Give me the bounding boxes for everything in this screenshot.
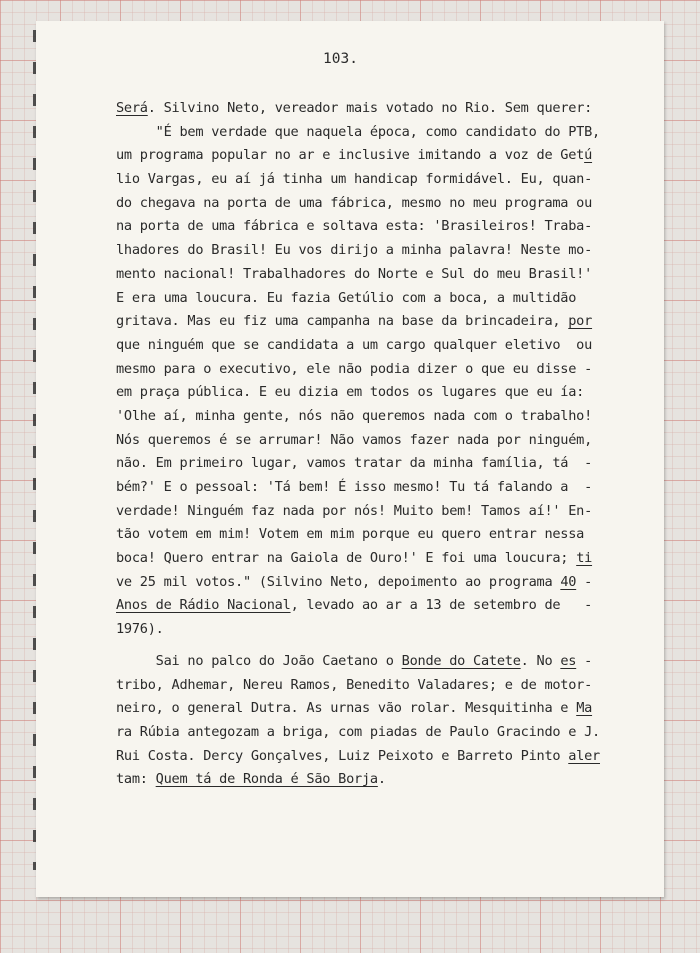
page-number: 103. [323,51,358,67]
text-line [116,476,600,500]
text-line [116,405,600,429]
text-segment: do chegava na porta de uma fábrica, mesmo no meu programa ou [116,194,593,211]
text-line [116,144,600,168]
text-segment: "É bem verdade que naquela época, como candidato do PTB, [116,123,600,140]
text-segment: verdade! Ninguém faz nada por nós! Muito bem! Tamos aí!' En- [116,502,593,519]
text-segment: em praça pública. E eu dizia em todos os lugares que eu ía: [116,384,585,401]
text-segment: boca! Quero entrar na Gaiola de Ouro!' E foi uma loucura; [116,550,577,567]
text-segment: 'Olhe aí, minha gente, nós não queremos nada com o trabalho! [116,407,593,424]
text-segment: Sai no palco do João Caetano o [116,652,402,669]
text-segment: tribo, Adhemar, Nereu Ramos, Benedito Valadares; e de motor- [116,676,593,693]
text-line [116,721,600,745]
underlined-text: Será [116,100,148,116]
text-line [116,523,600,547]
text-segment: tão votem em mim! Votem em mim porque eu quero entrar nessa [116,526,585,543]
text-line [116,263,600,287]
text-segment: . Silvino Neto, vereador mais votado no Rio. Sem querer: [147,100,593,116]
text-line [116,768,600,792]
text-line [116,97,600,121]
underlined-text: ti [576,550,593,567]
text-line [116,745,600,769]
text-line [116,287,600,311]
text-line [116,618,600,642]
text-segment: gritava. Mas eu fiz uma campanha na base da brincadeira, [116,313,569,330]
text-line [116,547,600,571]
text-line [116,571,600,595]
underlined-text: por [568,313,593,330]
underlined-text: Quem tá de Ronda é São Borja [155,771,378,788]
text-line [116,650,600,674]
text-segment: lio Vargas, eu aí já tinha um handicap formidável. Eu, quan- [116,171,593,188]
text-line [116,215,600,239]
text-segment: mento nacional! Trabalhadores do Norte e Sul do meu Brasil!' [116,265,593,282]
underlined-text: aler [568,747,600,764]
text-segment: mesmo para o executivo, ele não podia dizer o que eu disse - [116,360,593,377]
text-segment: Rui Costa. Dercy Gonçalves, Luiz Peixoto e Barreto Pinto [116,747,569,764]
text-line [116,594,600,618]
text-segment: Nós queremos é se arrumar! Não vamos fazer nada por ninguém, [116,431,593,448]
text-segment: neiro, o general Dutra. As urnas vão rolar. Mesquitinha e [116,700,577,717]
text-line [116,239,600,263]
paragraph-gap [116,642,600,650]
text-segment: um programa popular no ar e inclusive imitando a voz de Get [116,147,585,164]
underlined-text: es [560,652,577,669]
text-segment: , levado ao ar a 13 de setembro de - [290,597,593,614]
text-line [116,429,600,453]
typewritten-page [36,21,664,897]
text-segment: ve 25 mil votos." (Silvino Neto, depoimento ao programa [116,573,561,590]
text-line [116,168,600,192]
text-line [116,192,600,216]
text-segment: tam: [116,771,156,788]
text-line [116,310,600,334]
text-segment: - [576,573,593,590]
text-segment: - [576,652,593,669]
body-text [116,97,600,792]
text-segment: lhadores do Brasil! Eu vos dirijo a minha palavra! Neste mo- [116,242,593,259]
underlined-text: Bonde do Catete [401,652,521,669]
text-segment: . [377,771,386,788]
text-line [116,358,600,382]
underlined-text: ú [584,147,593,164]
text-segment: não. Em primeiro lugar, vamos tratar da minha família, tá - [116,455,593,472]
text-line [116,452,600,476]
text-segment: ra Rúbia antegozam a briga, com piadas de Paulo Gracindo e J. [116,723,600,740]
text-line [116,674,600,698]
text-line [116,121,600,145]
text-segment: 1976). [116,621,164,638]
text-line [116,381,600,405]
underlined-text: Anos de Rádio Nacional [116,597,291,614]
text-line [116,500,600,524]
text-segment: E era uma loucura. Eu fazia Getúlio com a boca, a multidão [116,289,577,306]
text-segment: . No [520,652,561,669]
text-segment: na porta de uma fábrica e soltava esta: 'Brasileiros! Traba- [116,218,593,235]
underlined-text: 40 [560,573,577,590]
text-line [116,697,600,721]
text-segment: bém?' E o pessoal: 'Tá bem! É isso mesmo! Tu tá falando a - [116,479,593,495]
underlined-text: Ma [576,700,593,717]
text-line [116,334,600,358]
text-segment: que ninguém que se candidata a um cargo qualquer eletivo ou [116,336,593,353]
